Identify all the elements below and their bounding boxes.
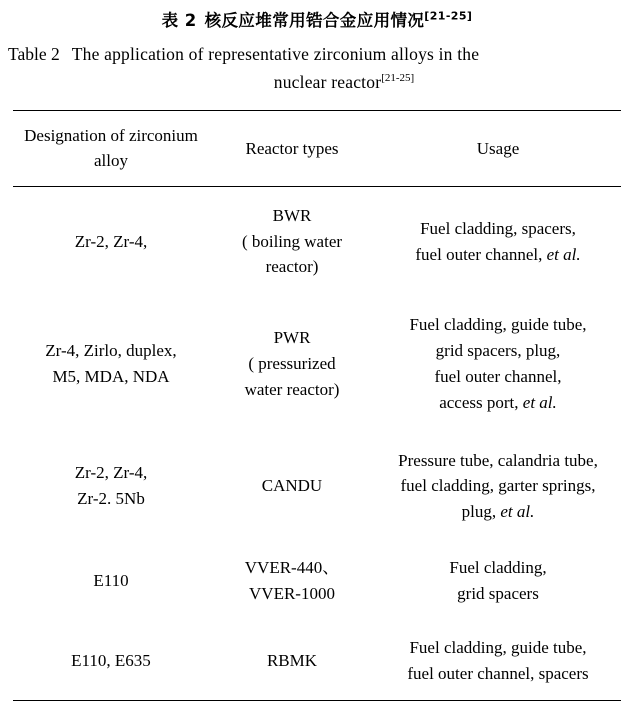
cell-reactor-type: BWR ( boiling water reactor) [241, 205, 343, 277]
cell-reactor-type: RBMK [266, 650, 318, 670]
cell-reactor-type: VVER-440、 VVER-1000 [244, 558, 340, 603]
cell-reactor-type: PWR ( pressurized water reactor) [244, 328, 340, 399]
caption-english-title-line2: nuclear reactor [273, 72, 382, 93]
cell-usage: Fuel cladding, guide tube, grid spacers, plug, fuel outer channel, access port, et al. [409, 315, 587, 412]
cell-usage: Fuel cladding, guide tube, fuel outer channel, spacers [407, 637, 589, 683]
table-header-row [13, 111, 621, 186]
table-row [13, 186, 621, 296]
table-row [13, 621, 621, 701]
caption-chinese [0, 0, 634, 31]
cell-alloy: E110, E635 [71, 650, 151, 670]
cell-alloy: Zr-4, Zirlo, duplex, M5, MDA, NDA [45, 341, 177, 386]
cell-alloy: Zr-2, Zr-4, [74, 231, 148, 251]
caption-chinese-title: 核反应堆常用锆合金应用情况 [204, 11, 425, 30]
column-header-reactor-types: Reactor types [245, 138, 339, 158]
caption-english-label: Table 2 [8, 43, 60, 64]
column-header-alloy: Designation of zirconium alloy [24, 126, 198, 171]
caption-chinese-label: 表 2 [161, 11, 197, 30]
cell-reactor-type: CANDU [261, 476, 323, 496]
cell-usage: Fuel cladding, grid spacers [449, 558, 547, 603]
caption-english [0, 31, 634, 97]
column-header-usage: Usage [476, 138, 520, 158]
table-header [13, 111, 621, 186]
caption-english-title-line1: The application of representative zirconium alloys in the [71, 43, 480, 64]
cell-usage: Pressure tube, calandria tube, fuel cladding, garter springs, plug, et al. [398, 450, 598, 522]
cell-usage: Fuel cladding, spacers, fuel outer channel, et al. [415, 218, 581, 264]
zirconium-alloy-table [13, 110, 621, 701]
table-row [13, 296, 621, 431]
caption-english-reference: [21-25] [381, 72, 415, 85]
caption-chinese-reference: [21-25] [424, 9, 473, 23]
table-row [13, 541, 621, 621]
table-body [13, 186, 621, 701]
cell-alloy: E110 [93, 570, 129, 590]
table-row [13, 432, 621, 541]
cell-alloy: Zr-2, Zr-4, Zr-2. 5Nb [74, 463, 148, 509]
